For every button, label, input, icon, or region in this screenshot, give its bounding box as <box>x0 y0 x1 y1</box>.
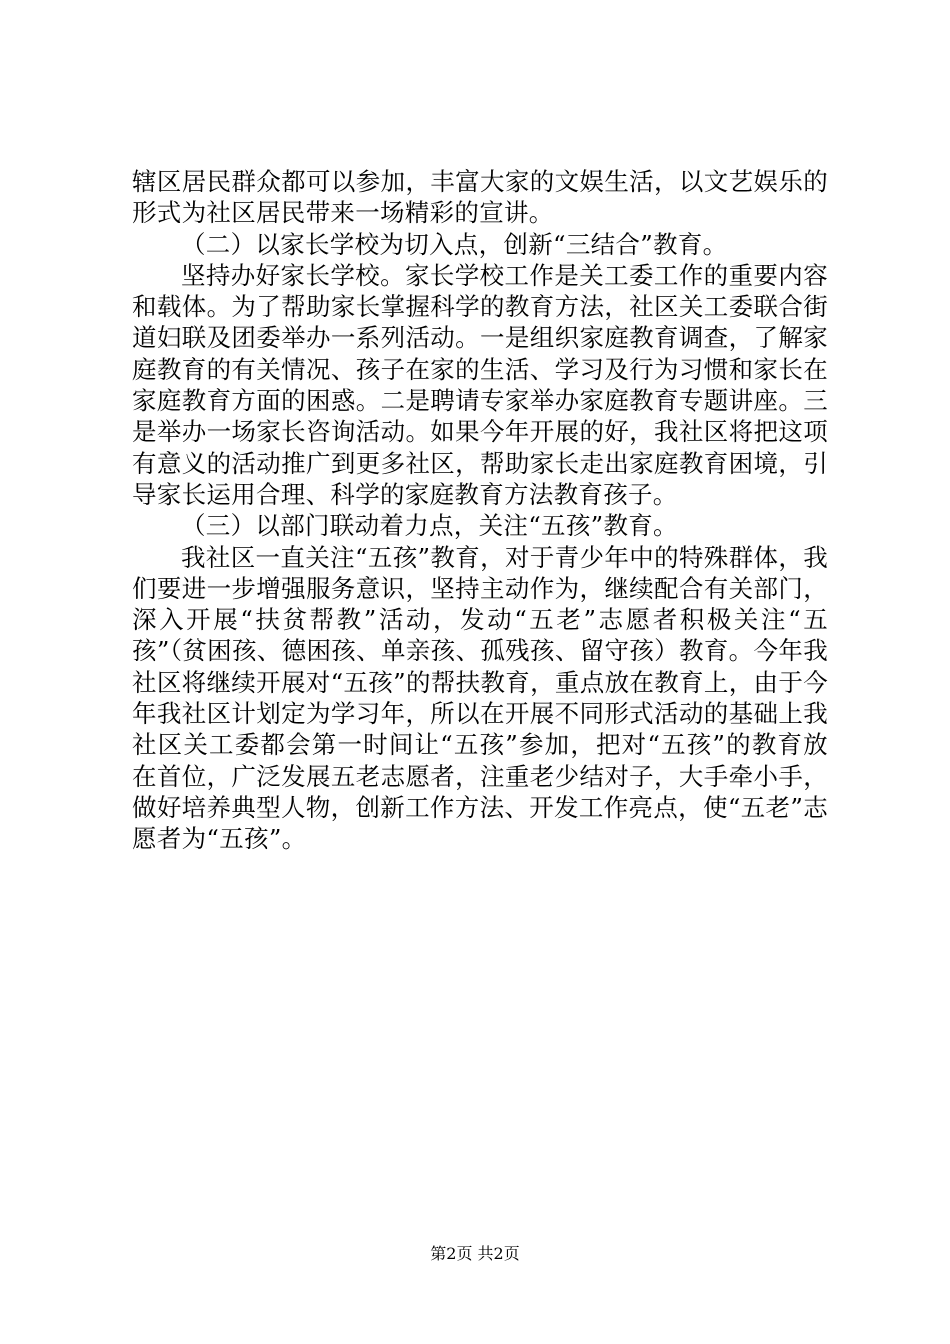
paragraph-continuation: 辖区居民群众都可以参加，丰富大家的文娱生活，以文艺娱乐的形式为社区居民带来一场精彩的宣讲。 <box>132 167 828 228</box>
document-body <box>132 166 828 855</box>
section-heading-2: （二）以家长学校为切入点，创新“三结合”教育。 <box>181 229 728 259</box>
paragraph-parent-school: 坚持办好家长学校。家长学校工作是关工委工作的重要内容和载体。为了帮助家长掌握科学的教育方法，社区关工委联合街道妇联及团委举办一系列活动。一是组织家庭教育调查，了解家庭教育的有关情况、孩子在家的生活、学习及行为习惯和家长在家庭教育方面的困惑。二是聘请专家举办家庭教育专题讲座。三是举办一场家长咨询活动。如果今年开展的好，我社区将把这项有意义的活动推广到更多社区，帮助家长走出家庭教育困境，引导家长运用合理、科学的家庭教育方法教育孩子。 <box>132 260 828 509</box>
page-footer: 第2页 共2页 <box>430 1244 520 1263</box>
paragraph-five-children: 我社区一直关注“五孩”教育，对于青少年中的特殊群体，我们要进一步增强服务意识，坚持主动作为，继续配合有关部门，深入开展“扶贫帮教”活动，发动“五老”志愿者积极关注“五孩”（贫困孩、德困孩、单亲孩、孤残孩、留守孩）教育。今年我社区将继续开展对“五孩”的帮扶教育，重点放在教育上，由于今年我社区计划定为学习年，所以在开展不同形式活动的基础上我社区关工委都会第一时间让“五孩”参加，把对“五孩”的教育放在首位，广泛发展五老志愿者，注重老少结对子，大手牵小手，做好培养典型人物，创新工作方法、开发工作亮点，使“五老”志愿者为“五孩”。 <box>132 542 828 854</box>
section-heading-3: （三）以部门联动着力点，关注“五孩”教育。 <box>181 511 678 541</box>
